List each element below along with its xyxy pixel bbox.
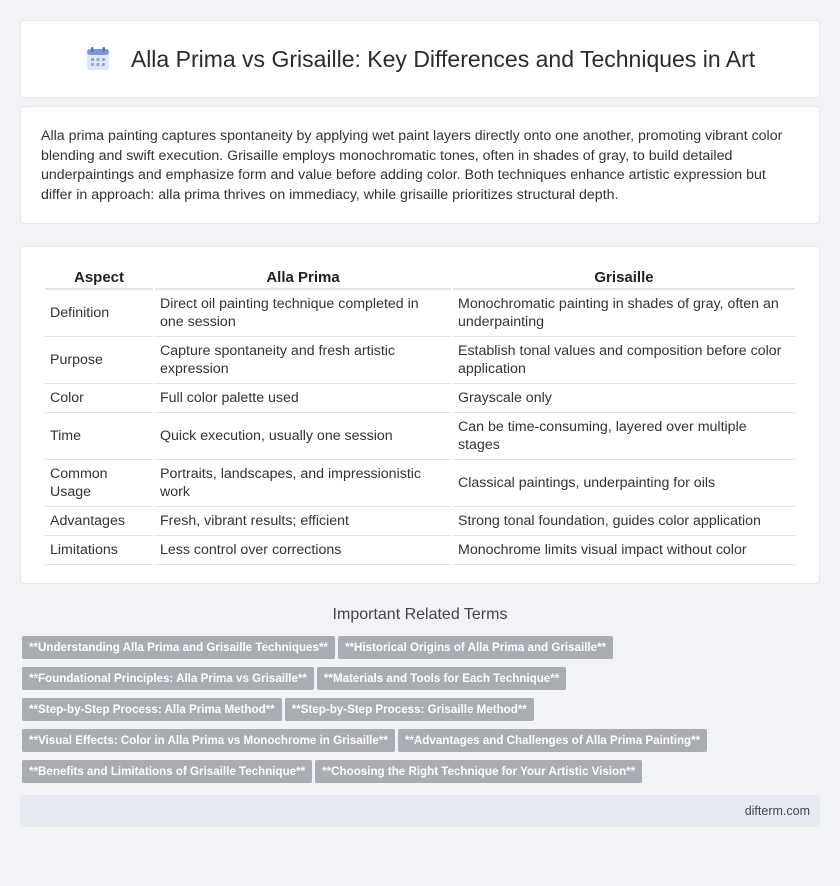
row-grisaille: Monochromatic painting in shades of gray, often an underpainting xyxy=(453,290,795,337)
table-row xyxy=(45,413,795,460)
header-grisaille: Grisaille xyxy=(453,265,795,290)
related-term-tag[interactable]: **Step-by-Step Process: Grisaille Method** xyxy=(285,698,534,721)
intro-card xyxy=(20,106,820,224)
row-aspect: Limitations xyxy=(45,536,153,565)
row-alla-prima: Capture spontaneity and fresh artistic expression xyxy=(155,337,451,384)
related-term-tag[interactable]: **Understanding Alla Prima and Grisaille Techniques** xyxy=(22,636,335,659)
row-grisaille: Establish tonal values and composition before color application xyxy=(453,337,795,384)
comparison-table-card xyxy=(20,246,820,584)
table-row xyxy=(45,384,795,413)
footer xyxy=(20,795,820,827)
row-grisaille: Grayscale only xyxy=(453,384,795,413)
related-term-tag[interactable]: **Materials and Tools for Each Technique** xyxy=(317,667,566,690)
intro-text: Alla prima painting captures spontaneity by applying wet paint layers directly onto one another, promoting vibrant color blending and swift execution. Grisaille employs monochromatic tones, often in shades of gray, to build detailed underpaintings and emphasize form and value before adding color. Both techniques enhance artistic expression but differ in approach: alla prima thrives on immediacy, while grisaille prioritizes structural depth. xyxy=(41,128,783,203)
table-row xyxy=(45,337,795,384)
footer-site-link[interactable]: difterm.com xyxy=(744,804,810,818)
row-aspect: Advantages xyxy=(45,507,153,536)
row-grisaille: Monochrome limits visual impact without color xyxy=(453,536,795,565)
row-alla-prima: Quick execution, usually one session xyxy=(155,413,451,460)
table-header-row xyxy=(45,265,795,290)
related-term-tag[interactable]: **Choosing the Right Technique for Your Artistic Vision** xyxy=(315,760,642,783)
page-title: Alla Prima vs Grisaille: Key Differences and Techniques in Art xyxy=(130,45,756,72)
row-aspect: Common Usage xyxy=(45,460,153,507)
related-term-tag[interactable]: **Visual Effects: Color in Alla Prima vs Monochrome in Grisaille** xyxy=(22,729,395,752)
related-term-tag[interactable]: **Advantages and Challenges of Alla Prima Painting** xyxy=(398,729,707,752)
table-row xyxy=(45,536,795,565)
row-alla-prima: Direct oil painting technique completed in one session xyxy=(155,290,451,337)
comparison-table xyxy=(43,265,797,565)
calendar-icon xyxy=(85,46,111,72)
related-term-tag[interactable]: **Step-by-Step Process: Alla Prima Method** xyxy=(22,698,282,721)
row-alla-prima: Full color palette used xyxy=(155,384,451,413)
row-grisaille: Classical paintings, underpainting for oils xyxy=(453,460,795,507)
header-alla-prima: Alla Prima xyxy=(155,265,451,290)
table-row xyxy=(45,290,795,337)
related-terms-title: Important Related Terms xyxy=(332,606,508,623)
row-aspect: Definition xyxy=(45,290,153,337)
header-aspect: Aspect xyxy=(45,265,153,290)
row-alla-prima: Less control over corrections xyxy=(155,536,451,565)
row-alla-prima: Portraits, landscapes, and impressionistic work xyxy=(155,460,451,507)
row-alla-prima: Fresh, vibrant results; efficient xyxy=(155,507,451,536)
row-grisaille: Strong tonal foundation, guides color application xyxy=(453,507,795,536)
row-aspect: Purpose xyxy=(45,337,153,384)
row-aspect: Color xyxy=(45,384,153,413)
related-terms-list xyxy=(22,636,818,791)
header-card xyxy=(20,20,820,98)
table-row xyxy=(45,507,795,536)
related-term-tag[interactable]: **Foundational Principles: Alla Prima vs Grisaille** xyxy=(22,667,314,690)
related-term-tag[interactable]: **Historical Origins of Alla Prima and Grisaille** xyxy=(338,636,613,659)
related-term-tag[interactable]: **Benefits and Limitations of Grisaille Technique** xyxy=(22,760,312,783)
row-aspect: Time xyxy=(45,413,153,460)
table-row xyxy=(45,460,795,507)
row-grisaille: Can be time-consuming, layered over multiple stages xyxy=(453,413,795,460)
